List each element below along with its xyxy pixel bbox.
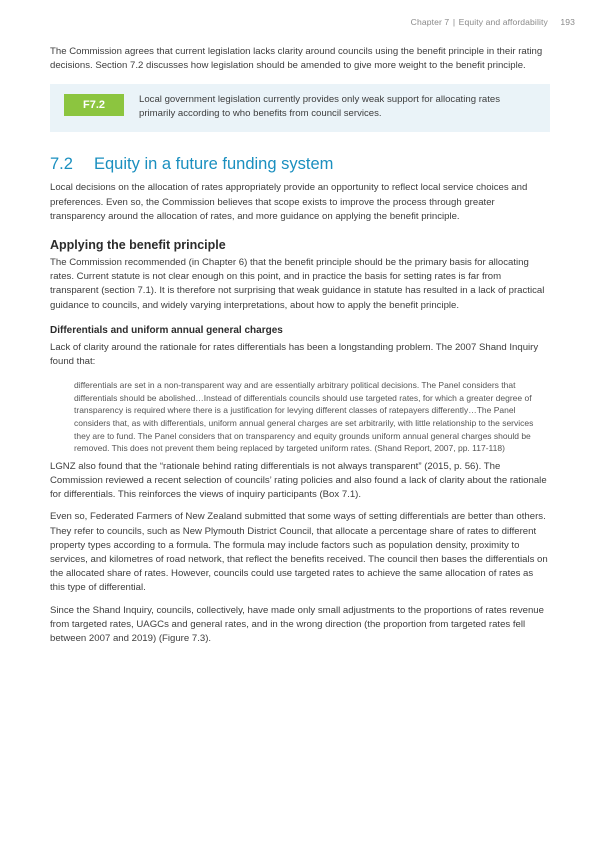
chapter-title: Equity and affordability [458, 17, 548, 27]
section-title: Equity in a future funding system [94, 155, 334, 174]
block-quote: differentials are set in a non-transparent way and are essentially arbitrary political decisions. The Panel considers that differentials should be abolished…Instead of differentials councils should use targeted rates, for which a greater degree of transparency is required where there is a justification for levying different classes of ratepayers differently…The Panel considers that, as with differentials, uniform annual general charges are set arbitrarily, with little relationship to the services they are to fund. The Panel considers that on transparency and equity grounds uniform annual general charges should be removed. This does not prevent them being replaced by targeted uniform rates. (Shand Report, 2007, pp. 117-118) [74, 380, 534, 454]
finding-text: Local government legislation currently provides only weak support for allocating rates primarily according to who benefits from council services. [139, 94, 501, 119]
section-intro-paragraph: Local decisions on the allocation of rates appropriately provide an opportunity to reflect local service choices and preferences. Even so, the Commission believes that scope exists to improve the process through greater transparency around the allocation of rates, and more guidance on applying the benefit principle. [50, 182, 528, 222]
page-body [50, 45, 550, 646]
header-separator: | [452, 17, 456, 27]
finding-tag: F7.2 [64, 94, 124, 116]
chapter-label: Chapter 7 [410, 17, 450, 27]
finding-box [50, 84, 550, 132]
differentials-paragraph-2: LGNZ also found that the “rationale behind rating differentials is not always transparent” (2015, p. 56). The Commission reviewed a recent selection of councils’ rating policies and also found a lack of clarity about the rationale for differentials. This reinforces the views of inquiry participants (Box 7.1). [50, 460, 547, 501]
differentials-paragraph-3: Even so, Federated Farmers of New Zealand submitted that some ways of setting differentials are better than others. They refer to councils, such as New Plymouth District Council, that allocate a percentage share of rates to different property types according to a formula. The formula may include factors such as population density, proximity to services, and kilometres of road network, that reflect the benefits received. The council then bases the differentials on the allocated share of rates. However, councils could use targeted rates to achieve the same allocation of rates as this type of differential. [50, 511, 548, 594]
running-header [411, 17, 575, 27]
subsection-paragraph: The Commission recommended (in Chapter 6) that the benefit principle should be the primary basis for allocating rates. Current statute is not clear enough on this point, and in practice the basis for setting rates is far from transparent (section 7.1). It is therefore not surprising that weak guidance in statute has resulted in a lack of practical guidance to councils, and widely varying interpretations, about how to apply the benefit principle. [50, 257, 545, 311]
differentials-paragraph-4: Since the Shand Inquiry, councils, collectively, have made only small adjustments to the proportions of rates revenue from targeted rates, UAGCs and general rates, and in the wrong direction (the proportion from targeted rates fell between 2007 and 2019) (Figure 7.3). [50, 604, 544, 645]
section-heading [50, 153, 550, 175]
differentials-paragraph-1: Lack of clarity around the rationale for rates differentials has been a longstanding problem. The 2007 Shand Inquiry found that: [50, 341, 539, 368]
subsubsection-heading: Differentials and uniform annual general charges [50, 324, 283, 336]
subsection-heading: Applying the benefit principle [50, 238, 226, 253]
section-number: 7.2 [50, 155, 73, 174]
page-number: 193 [560, 17, 575, 27]
intro-paragraph: The Commission agrees that current legislation lacks clarity around councils using the benefit principle in their rating decisions. Section 7.2 discusses how legislation should be amended to give more weight to the benefit principle. [50, 46, 543, 72]
